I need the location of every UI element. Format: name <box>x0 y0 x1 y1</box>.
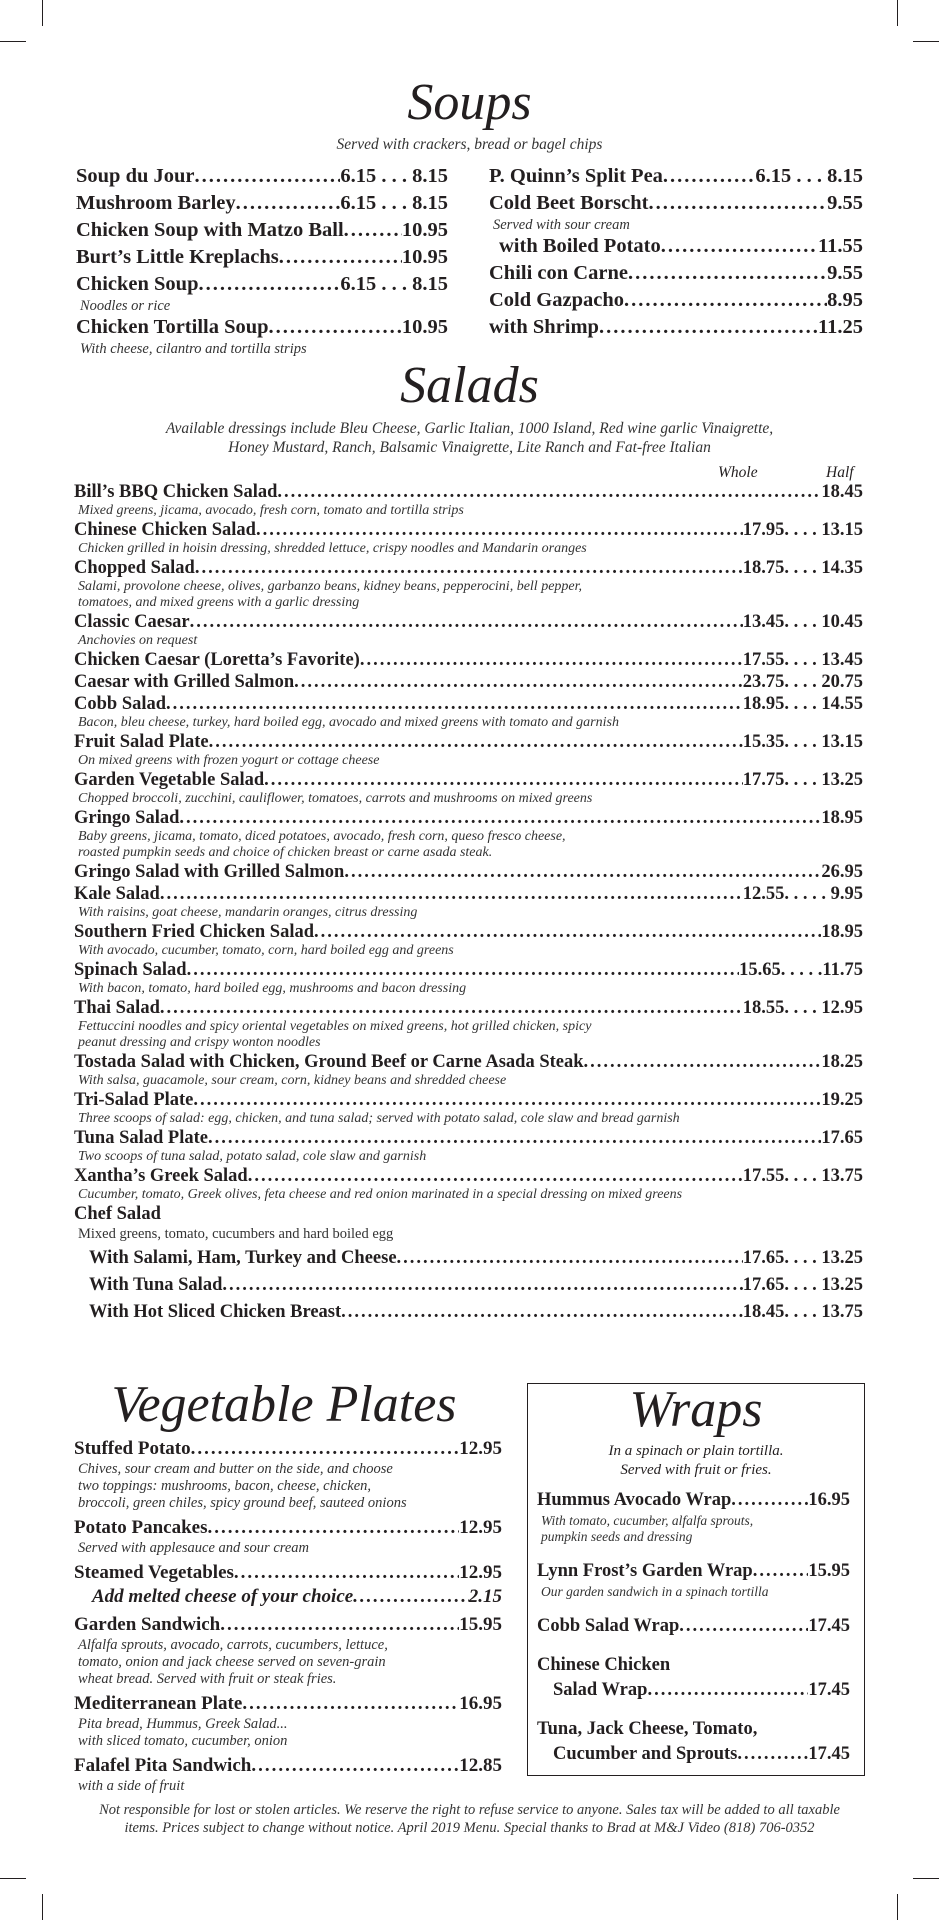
menu-item <box>74 883 863 905</box>
item-note: Fettuccini noodles and spicy oriental vegetables on mixed greens, hot grilled chicken, spicy <box>78 1019 592 1034</box>
wraps-subtitle-line: In a spinach or plain tortilla. <box>608 1443 784 1459</box>
menu-item <box>74 1516 502 1540</box>
menu-item <box>76 217 448 244</box>
menu-item <box>537 1488 850 1513</box>
item-price: 2.15 <box>468 1586 502 1607</box>
item-note: With cheese, cilantro and tortilla strips <box>80 341 307 357</box>
menu-item <box>489 260 863 287</box>
item-note: Baby greens, jicama, tomato, diced potatoes, avocado, fresh corn, queso fresco cheese, <box>78 829 566 844</box>
crop-mark <box>42 0 43 26</box>
item-price: 12.85 <box>459 1755 502 1776</box>
leader-dots <box>344 217 402 244</box>
item-note: Three scoops of salad: egg, chicken, and tuna salad; served with potato salad, cole slaw and bread garnish <box>78 1111 680 1126</box>
item-note: Salami, provolone cheese, olives, garbanzo beans, kidney beans, pepperocini, bell pepper, <box>78 579 583 594</box>
menu-item <box>74 649 863 671</box>
item-price-half: . . . . 13.75 <box>784 1302 863 1322</box>
crop-mark <box>913 41 939 42</box>
menu-item <box>74 1245 863 1272</box>
item-name: with Boiled Potato <box>499 235 661 257</box>
item-price: 18.25 <box>821 1052 863 1072</box>
footer-disclaimer <box>60 1801 879 1837</box>
soups-heading: Soups <box>407 74 532 131</box>
item-name: With Salami, Ham, Turkey and Cheese <box>89 1248 397 1268</box>
wrap-item <box>537 1559 850 1600</box>
leader-dots <box>360 649 743 671</box>
item-price: 12.55 <box>742 884 785 904</box>
item-name: Chicken Caesar (Loretta’s Favorite) <box>74 650 360 670</box>
item-price: 12.95 <box>459 1517 502 1538</box>
leader-dots <box>195 557 743 579</box>
item-note: Two scoops of tuna salad, potato salad, cole slaw and garnish <box>78 1149 427 1164</box>
leader-dots <box>269 314 402 341</box>
item-name: Tostada Salad with Chicken, Ground Beef or Carne Asada Steak <box>74 1052 584 1072</box>
item-price: 10.95 <box>401 219 448 241</box>
menu-item <box>537 1742 850 1767</box>
item-name: Chinese Chicken Salad <box>74 520 256 540</box>
menu-item <box>74 1754 502 1778</box>
item-price: 6.15 . . . 8.15 <box>340 192 448 214</box>
leader-dots <box>264 769 743 791</box>
vegetable-plates-heading: Vegetable Plates <box>111 1376 457 1433</box>
dressings-line: Available dressings include Bleu Cheese, Garlic Italian, 1000 Island, Red wine garlic Vinaigrette, <box>165 420 774 437</box>
item-name: Chicken Soup with Matzo Ball <box>76 219 344 241</box>
leader-dots <box>731 1488 808 1513</box>
item-note: With raisins, goat cheese, mandarin oranges, citrus dressing <box>78 905 418 920</box>
menu-item <box>74 519 863 541</box>
leader-dots <box>279 244 402 271</box>
menu-item <box>74 1561 502 1585</box>
menu-item <box>76 190 448 217</box>
item-name: Tuna, Jack Cheese, Tomato, <box>537 1719 758 1739</box>
col-header-whole: Whole <box>718 464 758 481</box>
leader-dots <box>737 1742 808 1767</box>
item-name: With Tuna Salad <box>89 1275 223 1295</box>
item-name: Chopped Salad <box>74 558 195 578</box>
item-price: 18.45 <box>821 482 863 502</box>
item-name: Salad Wrap <box>553 1680 648 1700</box>
leader-dots <box>584 1051 822 1073</box>
item-price: 17.45 <box>808 1680 850 1700</box>
item-note: Served with applesauce and sour cream <box>78 1540 310 1556</box>
menu-item <box>74 1051 863 1073</box>
item-name: Steamed Vegetables <box>74 1562 234 1583</box>
chef-salad-options <box>74 1245 863 1326</box>
item-note: Served with sour cream <box>493 217 630 233</box>
item-price: 10.95 <box>401 316 448 338</box>
soups-subtitle: Served with crackers, bread or bagel chips <box>336 136 603 153</box>
menu-item <box>74 481 863 503</box>
item-name: Xantha’s Greek Salad <box>74 1166 248 1186</box>
item-price-half: . . . . 14.55 <box>784 694 863 714</box>
item-price: 15.65 <box>739 960 781 980</box>
leader-dots <box>179 807 821 829</box>
menu-item <box>74 557 863 579</box>
item-price-half: . . . . 13.25 <box>784 1248 863 1268</box>
item-note: Alfalfa sprouts, avocado, carrots, cucumbers, lettuce, <box>78 1637 388 1653</box>
leader-dots <box>234 1561 459 1585</box>
item-note: Pita bread, Hummus, Greek Salad... <box>78 1716 288 1732</box>
item-price-half: . . . . 14.35 <box>784 558 863 578</box>
item-note: pumpkin seeds and dressing <box>541 1529 693 1544</box>
crop-mark <box>897 0 898 26</box>
menu-item <box>74 807 863 829</box>
menu-item <box>74 1165 863 1187</box>
item-note: With tomato, cucumber, alfalfa sprouts, <box>541 1513 754 1528</box>
menu-item <box>537 1614 850 1639</box>
leader-dots <box>624 287 827 314</box>
wraps-heading: Wraps <box>629 1381 763 1438</box>
item-note: Anchovies on request <box>78 633 198 648</box>
item-name: Cold Beet Borscht <box>489 192 649 214</box>
item-name: Chili con Carne <box>489 262 628 284</box>
leader-dots <box>341 1299 743 1326</box>
leader-dots <box>220 1613 459 1637</box>
item-name: Soup du Jour <box>76 165 195 187</box>
item-price: 17.55 <box>742 650 785 670</box>
menu-item <box>74 1299 863 1326</box>
leader-dots <box>190 611 743 633</box>
menu-item <box>74 611 863 633</box>
item-price: 8.95 <box>827 289 863 311</box>
leader-dots <box>294 671 743 693</box>
item-name: Southern Fried Chicken Salad <box>74 922 315 942</box>
item-name: Cucumber and Sprouts <box>553 1744 738 1764</box>
leader-dots <box>166 693 743 715</box>
item-name: Spinach Salad <box>74 960 187 980</box>
leader-dots <box>344 861 821 883</box>
item-price: 10.95 <box>401 246 448 268</box>
item-note: With bacon, tomato, hard boiled egg, mushrooms and bacon dressing <box>78 981 467 996</box>
item-price: 15.35 <box>742 732 785 752</box>
wrap-item <box>537 1488 850 1545</box>
item-name: Mediterranean Plate <box>74 1693 243 1714</box>
item-name: Garden Sandwich <box>74 1614 221 1635</box>
menu-item <box>489 287 863 314</box>
leader-dots <box>242 1692 459 1716</box>
item-name: Garden Vegetable Salad <box>74 770 265 790</box>
menu-item <box>74 731 863 753</box>
item-price-half: . . . . 10.45 <box>784 612 863 632</box>
item-name: Cobb Salad <box>74 694 167 714</box>
item-price-half: . . . . 20.75 <box>784 672 863 692</box>
item-price: 18.75 <box>742 558 785 578</box>
item-note: Mixed greens, tomato, cucumbers and hard boiled egg <box>78 1226 394 1242</box>
item-price: 26.95 <box>821 862 863 882</box>
item-name: Add melted cheese of your choice <box>92 1586 354 1607</box>
item-price-half: . . . . 12.95 <box>784 998 863 1018</box>
item-price: 9.55 <box>827 192 863 214</box>
item-price: 6.15 . . . 8.15 <box>340 165 448 187</box>
item-price: 18.45 <box>742 1302 785 1322</box>
item-note: two toppings: mushrooms, bacon, cheese, chicken, <box>78 1478 372 1494</box>
menu-item <box>489 163 863 190</box>
item-name: Tuna Salad Plate <box>74 1128 208 1148</box>
leader-dots <box>236 190 341 217</box>
menu-item <box>74 921 863 943</box>
leader-dots <box>648 190 827 217</box>
item-price: 17.45 <box>808 1616 850 1636</box>
item-name: Lynn Frost’s Garden Wrap <box>537 1561 753 1581</box>
menu-item <box>76 314 448 341</box>
menu-item <box>489 314 863 341</box>
item-name: Potato Pancakes <box>74 1517 208 1538</box>
item-note: Chopped broccoli, zucchini, cauliflower, tomatoes, carrots and mushrooms on mixed greens <box>78 791 593 806</box>
menu-item <box>74 861 863 883</box>
menu-item <box>74 1089 863 1111</box>
item-note: With avocado, cucumber, tomato, corn, hard boiled egg and greens <box>78 943 454 958</box>
item-name: Stuffed Potato <box>74 1438 191 1459</box>
item-price: 17.65 <box>742 1248 785 1268</box>
footer-line: Not responsible for lost or stolen articles. We reserve the right to refuse service to anyone. Sales tax will be added to all taxable <box>99 1802 840 1818</box>
item-name: Kale Salad <box>74 884 160 904</box>
item-name: Caesar with Grilled Salmon <box>74 672 295 692</box>
item-name: Hummus Avocado Wrap <box>537 1490 732 1510</box>
item-name: Falafel Pita Sandwich <box>74 1755 252 1776</box>
item-price-half: . . . . 13.25 <box>784 770 863 790</box>
menu-item <box>74 693 863 715</box>
crop-mark <box>0 1878 26 1879</box>
wrap-item <box>537 1614 850 1639</box>
leader-dots <box>209 731 743 753</box>
item-note: With salsa, guacamole, sour cream, corn, kidney beans and shredded cheese <box>78 1073 507 1088</box>
item-price: 18.95 <box>821 922 863 942</box>
leader-dots <box>663 163 755 190</box>
item-price: 18.95 <box>821 808 863 828</box>
item-name: Tri-Salad Plate <box>74 1090 194 1110</box>
leader-dots <box>248 1165 743 1187</box>
soups-left-column <box>76 163 448 357</box>
item-price-half: . . . . 13.15 <box>784 520 863 540</box>
leader-dots <box>277 481 821 503</box>
item-price: 11.55 <box>818 235 863 257</box>
item-price: 6.15 . . . 8.15 <box>340 273 448 295</box>
item-name: with Shrimp <box>489 316 599 338</box>
item-price-half: . . . . 13.25 <box>784 1275 863 1295</box>
item-price-half: . . . . . 9.95 <box>784 884 863 904</box>
item-name: Chicken Tortilla Soup <box>76 316 269 338</box>
item-note: Mixed greens, jicama, avocado, fresh corn, tomato and tortilla strips <box>78 503 464 518</box>
menu-item <box>76 271 448 298</box>
item-price: 6.15 . . . 8.15 <box>755 165 863 187</box>
item-price: 18.55 <box>742 998 785 1018</box>
menu-item <box>74 769 863 791</box>
item-note: Chives, sour cream and butter on the side, and choose <box>78 1461 393 1477</box>
item-name: Cobb Salad Wrap <box>537 1616 680 1636</box>
item-price: 16.95 <box>459 1693 502 1714</box>
menu-item <box>74 1692 502 1716</box>
leader-dots <box>208 1127 821 1149</box>
leader-dots <box>679 1614 808 1639</box>
item-note: On mixed greens with frozen yogurt or cottage cheese <box>78 753 380 768</box>
soups-right-column <box>489 163 863 341</box>
crop-mark <box>913 1878 939 1879</box>
item-price: 11.25 <box>818 316 863 338</box>
item-price: 17.65 <box>821 1128 863 1148</box>
item-price-half: . . . . 13.75 <box>784 1166 863 1186</box>
menu-item <box>76 244 448 271</box>
item-name: Mushroom Barley <box>76 192 236 214</box>
vegetable-plates-list <box>74 1437 502 1795</box>
leader-dots <box>753 1559 809 1584</box>
item-name: Chinese Chicken <box>537 1655 671 1675</box>
menu-item <box>74 1437 502 1461</box>
leader-dots <box>191 1437 460 1461</box>
col-header-half: Half <box>826 464 854 481</box>
menu-item <box>74 1127 863 1149</box>
item-price: 16.95 <box>808 1490 850 1510</box>
item-price: 15.95 <box>459 1614 502 1635</box>
wraps-subtitle-line: Served with fruit or fries. <box>620 1462 772 1478</box>
crop-mark <box>897 1894 898 1920</box>
salads-list <box>74 481 863 1326</box>
leader-dots <box>314 921 821 943</box>
salads-dressings <box>0 419 939 457</box>
item-note: wheat bread. Served with fruit or steak fries. <box>78 1671 337 1687</box>
menu-item <box>489 233 863 260</box>
menu-item <box>537 1559 850 1584</box>
item-price: 17.45 <box>808 1744 850 1764</box>
leader-dots <box>195 163 341 190</box>
item-name: Fruit Salad Plate <box>74 732 209 752</box>
item-note: with sliced tomato, cucumber, onion <box>78 1733 288 1749</box>
item-note: tomato, onion and jack cheese served on seven-grain <box>78 1654 386 1670</box>
leader-dots <box>661 233 818 260</box>
item-price: 17.55 <box>742 1166 785 1186</box>
wraps-subtitle <box>528 1442 864 1480</box>
leader-dots <box>628 260 827 287</box>
item-name: Gringo Salad <box>74 808 180 828</box>
item-price: 12.95 <box>459 1438 502 1459</box>
crop-mark <box>42 1894 43 1920</box>
item-price: 9.55 <box>827 262 863 284</box>
item-name: Bill’s BBQ Chicken Salad <box>74 482 278 502</box>
menu-item <box>74 671 863 693</box>
menu-item <box>76 163 448 190</box>
leader-dots <box>256 519 743 541</box>
item-price: 13.45 <box>742 612 785 632</box>
leader-dots <box>397 1245 743 1272</box>
item-name: Gringo Salad with Grilled Salmon <box>74 862 345 882</box>
item-note: Chicken grilled in hoisin dressing, shredded lettuce, crispy noodles and Mandarin oranges <box>78 541 587 556</box>
item-price: 15.95 <box>808 1561 850 1581</box>
item-name: Chef Salad <box>74 1204 161 1224</box>
item-price: 23.75 <box>742 672 785 692</box>
leader-dots <box>198 271 340 298</box>
item-note: Noodles or rice <box>80 298 171 314</box>
item-note: Bacon, bleu cheese, turkey, hard boiled egg, avocado and mixed greens with tomato and garnish <box>78 715 619 730</box>
salads-heading: Salads <box>400 357 539 414</box>
item-price: 17.65 <box>742 1275 785 1295</box>
wrap-item <box>537 1653 850 1703</box>
item-price: 12.95 <box>459 1562 502 1583</box>
wraps-list <box>528 1480 864 1767</box>
item-price: 18.95 <box>742 694 785 714</box>
item-name: Classic Caesar <box>74 612 190 632</box>
leader-dots <box>187 959 740 981</box>
menu-item <box>74 997 863 1019</box>
menu-item <box>74 1272 863 1299</box>
item-price-half: . . . . .11.75 <box>780 960 863 980</box>
crop-mark <box>0 41 26 42</box>
leader-dots <box>193 1089 821 1111</box>
menu-item <box>74 1585 502 1609</box>
leader-dots <box>160 997 743 1019</box>
item-name: With Hot Sliced Chicken Breast <box>89 1302 342 1322</box>
menu-item <box>489 190 863 217</box>
item-price: 17.95 <box>742 520 785 540</box>
item-name: Cold Gazpacho <box>489 289 624 311</box>
item-note: with a side of fruit <box>78 1778 185 1794</box>
menu-item <box>537 1678 850 1703</box>
item-note: Our garden sandwich in a spinach tortilla <box>541 1584 769 1599</box>
menu-item <box>74 959 863 981</box>
item-note: broccoli, green chiles, spicy ground beef, sauteed onions <box>78 1495 407 1511</box>
menu-item <box>74 1613 502 1637</box>
leader-dots <box>599 314 818 341</box>
leader-dots <box>353 1585 469 1609</box>
item-note: peanut dressing and crispy wonton noodles <box>78 1035 321 1050</box>
item-price-half: . . . . 13.45 <box>784 650 863 670</box>
item-name: Chicken Soup <box>76 273 199 295</box>
wraps-box <box>527 1383 865 1776</box>
item-note: Cucumber, tomato, Greek olives, feta cheese and red onion marinated in a special dressing on mixed greens <box>78 1187 683 1202</box>
leader-dots <box>647 1678 808 1703</box>
dressings-line: Honey Mustard, Ranch, Balsamic Vinaigrette, Lite Ranch and Fat-free Italian <box>228 439 711 456</box>
leader-dots <box>208 1516 460 1540</box>
item-name: Thai Salad <box>74 998 160 1018</box>
item-note: roasted pumpkin seeds and choice of chicken breast or carne asada steak. <box>78 845 493 860</box>
item-name: P. Quinn’s Split Pea <box>489 165 663 187</box>
item-price-half: . . . . 13.15 <box>784 732 863 752</box>
item-price: 19.25 <box>821 1090 863 1110</box>
wrap-item <box>537 1717 850 1767</box>
item-note: tomatoes, and mixed greens with a garlic dressing <box>78 595 360 610</box>
footer-line: items. Prices subject to change without notice. April 2019 Menu. Special thanks to Brad at M&J Video (818) 706-0352 <box>124 1820 815 1836</box>
leader-dots <box>251 1754 459 1778</box>
leader-dots <box>222 1272 742 1299</box>
leader-dots <box>160 883 743 905</box>
item-name: Burt’s Little Kreplachs <box>76 246 279 268</box>
item-price: 17.75 <box>742 770 785 790</box>
